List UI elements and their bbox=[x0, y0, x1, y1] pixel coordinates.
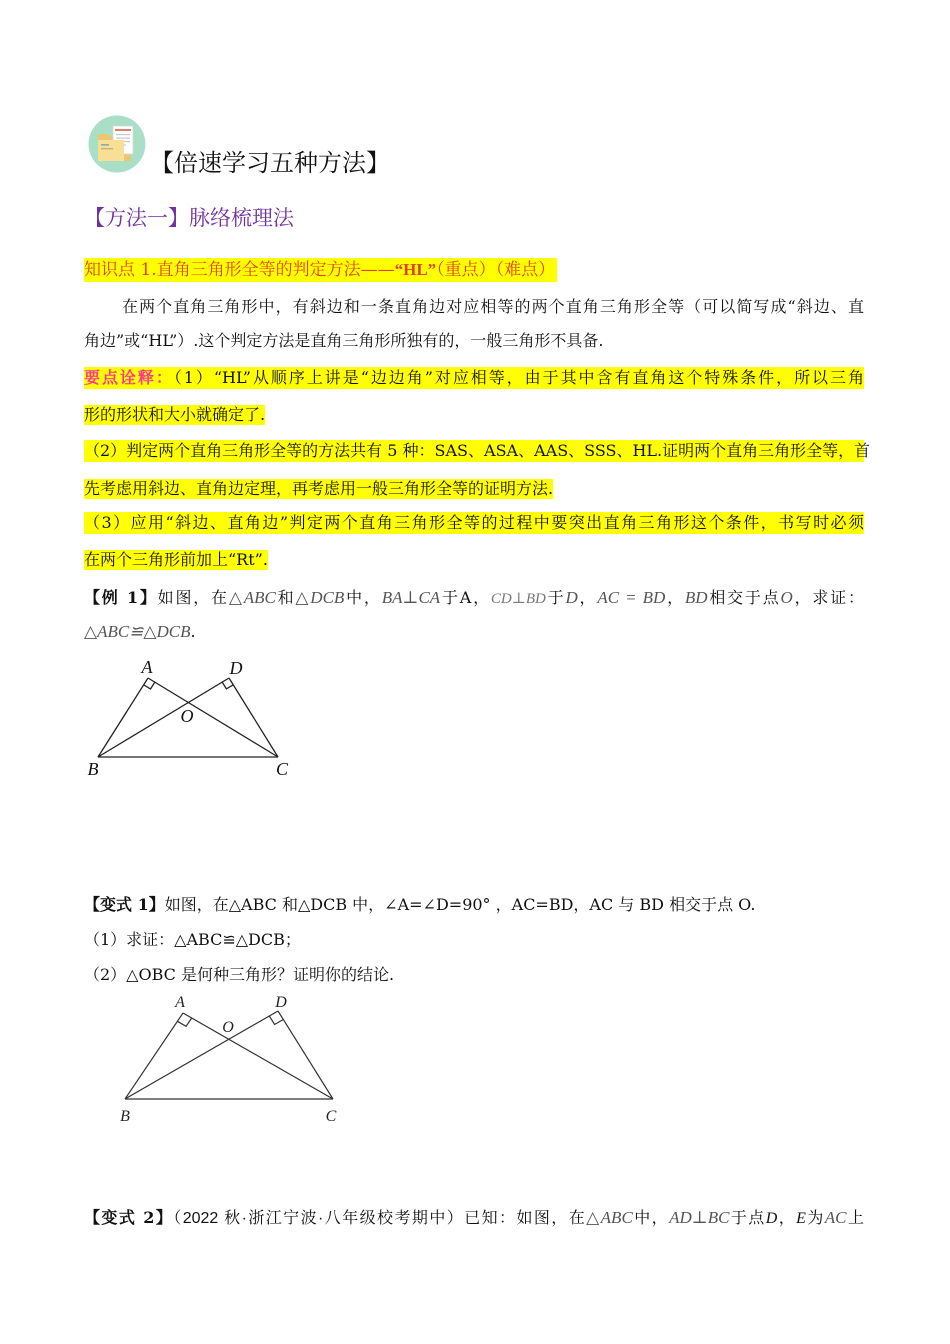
text: ， bbox=[665, 588, 685, 607]
example-1-conclusion bbox=[84, 621, 196, 643]
text: 和 bbox=[275, 588, 296, 607]
math-expr: △ABC bbox=[228, 588, 276, 607]
math-expr: O bbox=[780, 588, 793, 607]
knowledge-point-text: 知识点 1.直角三角形全等的判定方法—— bbox=[84, 260, 395, 280]
variant-1-figure bbox=[110, 990, 350, 1125]
text: ，求证： bbox=[792, 588, 864, 607]
math-expr: CD⊥BD bbox=[490, 591, 546, 607]
math-expr: BA⊥CA bbox=[381, 588, 441, 607]
text: 上 bbox=[846, 1208, 864, 1227]
text: 为 bbox=[805, 1208, 825, 1227]
math-expr: AD⊥BC bbox=[669, 1208, 730, 1227]
variant-2-stem bbox=[84, 1207, 864, 1229]
math-expr: E bbox=[796, 1210, 806, 1227]
page-title: 【倍速学习五种方法】 bbox=[150, 149, 390, 177]
vertex-label-c: C bbox=[275, 759, 289, 779]
text: 于A， bbox=[440, 588, 491, 607]
example-1-figure bbox=[85, 655, 300, 780]
text: 已知：如图，在 bbox=[464, 1208, 587, 1227]
vertex-label-c: C bbox=[325, 1108, 337, 1125]
knowledge-point-heading bbox=[84, 258, 557, 282]
variant-2-label: 【变式 2】 bbox=[84, 1208, 174, 1227]
math-expr: △DCB bbox=[295, 588, 345, 607]
math-expr: △ABC bbox=[586, 1208, 633, 1227]
text: 中， bbox=[632, 1208, 670, 1227]
text: 相交于点 bbox=[707, 588, 781, 607]
vertex-label-o: O bbox=[180, 706, 194, 726]
key-point-2-line-1: （2）判定两个直角三角形全等的方法共有 5 种：SAS、ASA、AAS、SSS、HL.证明两个直角三角形全等，首 bbox=[84, 441, 871, 460]
vertex-label-o: O bbox=[222, 1019, 234, 1036]
key-point-3-line-1: （3）应用“斜边、直角边”判定两个直角三角形全等的过程中要突出直角三角形这个条件，书写时必须 bbox=[84, 513, 864, 532]
example-1-stem bbox=[84, 587, 864, 609]
example-1-label: 【例 1】 bbox=[84, 588, 158, 607]
key-point-1-text-cont: 形的形状和大小就确定了. bbox=[84, 405, 266, 424]
math-expr: △ABC≌△DCB bbox=[84, 622, 191, 641]
variant-1-stem bbox=[84, 894, 755, 916]
text: 于 bbox=[545, 588, 566, 607]
key-point-1-text: （1）“HL”从顺序上讲是“边边角”对应相等，由于其中含有直角这个特殊条件，所以三角 bbox=[173, 368, 864, 387]
variant-2-source: （2022 秋·浙江宁波·八年级校考期中） bbox=[173, 1210, 465, 1227]
folder-document-icon bbox=[88, 115, 146, 173]
text: . bbox=[190, 622, 196, 641]
vertex-label-b: B bbox=[120, 1108, 130, 1125]
variant-1-question-1: （1）求证：△ABC≌△DCB； bbox=[84, 930, 301, 949]
key-points-label: 要点诠释： bbox=[84, 368, 174, 387]
text: ， bbox=[577, 588, 598, 607]
math-expr: BD bbox=[684, 588, 708, 607]
variant-1-label: 【变式 1】 bbox=[84, 895, 165, 914]
method-heading: 【方法一】脉络梳理法 bbox=[84, 206, 294, 230]
key-point-3-text-cont: 在两个三角形前加上“Rt”. bbox=[84, 550, 268, 569]
math-expr: AC bbox=[824, 1208, 847, 1227]
key-point-2-text-cont: 先考虑用斜边、直角边定理，再考虑用一般三角形全等的证明方法. bbox=[84, 479, 554, 498]
text: 于点 bbox=[729, 1208, 766, 1227]
math-expr: D bbox=[765, 1210, 778, 1227]
text: 中， bbox=[344, 588, 382, 607]
vertex-label-b: B bbox=[87, 759, 99, 779]
vertex-label-a: A bbox=[175, 994, 185, 1011]
key-point-2-line-2 bbox=[84, 478, 553, 500]
text: ， bbox=[777, 1208, 797, 1227]
intro-line-2: 角边”或“HL”）.这个判定方法是直角三角形所独有的，一般三角形不具备. bbox=[84, 331, 604, 350]
vertex-label-a: A bbox=[141, 657, 153, 677]
key-point-1-line-2 bbox=[84, 404, 265, 426]
knowledge-point-tags: （重点）（难点） bbox=[436, 260, 556, 280]
math-expr: AC = BD bbox=[597, 588, 666, 607]
variant-1-text: 如图，在△ABC 和△DCB 中，∠A=∠D=90° ，AC=BD，AC 与 BD 相交于点 O. bbox=[164, 895, 756, 914]
vertex-label-d: D bbox=[275, 994, 287, 1011]
key-point-3-line-2 bbox=[84, 549, 268, 571]
variant-1-question-2: （2）△OBC 是何种三角形？证明你的结论. bbox=[84, 965, 395, 984]
intro-line-1: 在两个直角三角形中，有斜边和一条直角边对应相等的两个直角三角形全等（可以简写成“斜边、直 bbox=[122, 297, 864, 316]
math-expr: D bbox=[565, 588, 578, 607]
vertex-label-d: D bbox=[229, 658, 243, 678]
text: 如图，在 bbox=[157, 588, 229, 607]
knowledge-point-hl: “HL” bbox=[394, 260, 437, 279]
key-point-1-line-1 bbox=[84, 367, 864, 389]
